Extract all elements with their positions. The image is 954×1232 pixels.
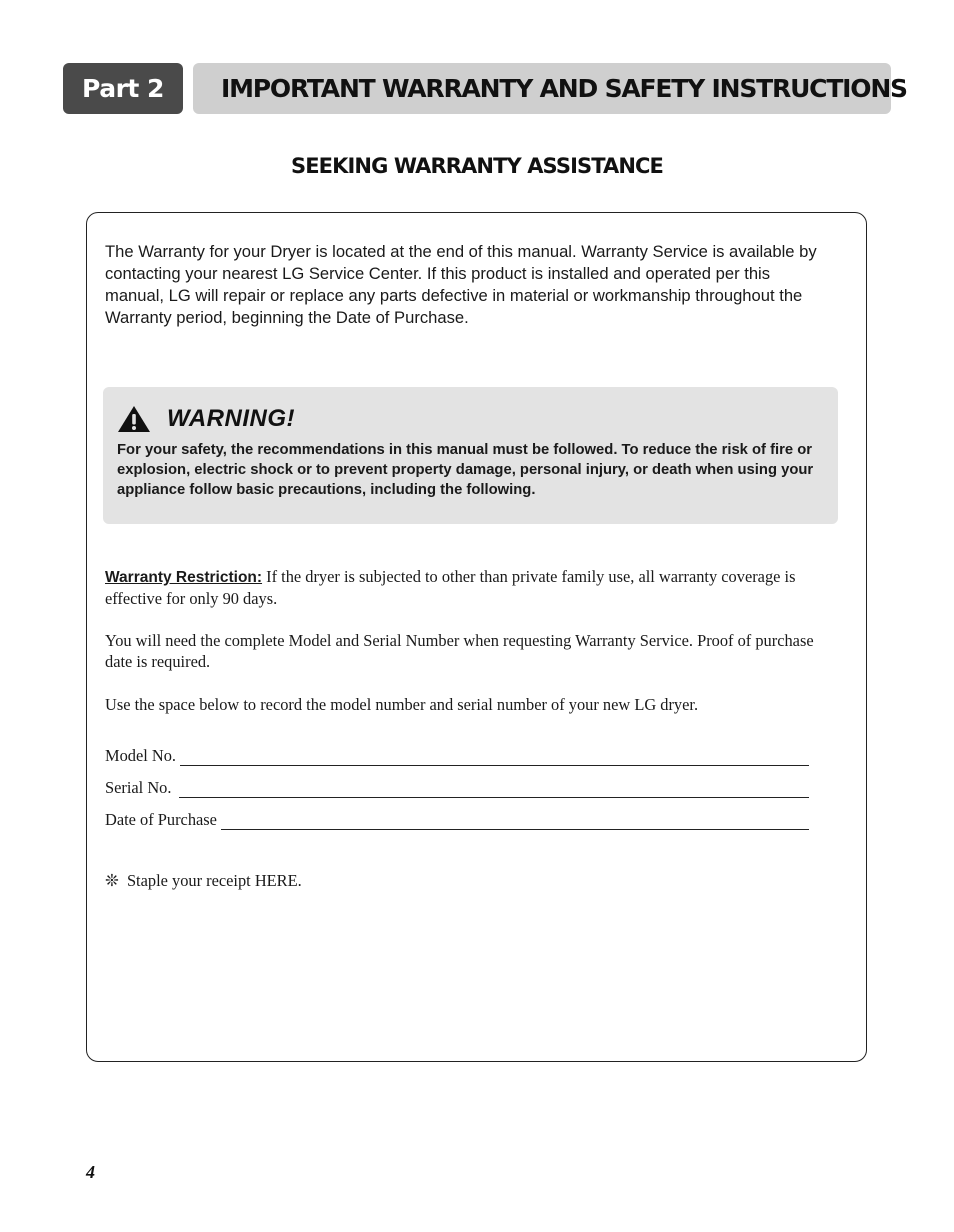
warranty-restriction-paragraph bbox=[105, 566, 830, 609]
receipt-symbol-icon: ❊ bbox=[105, 871, 119, 890]
page-title: IMPORTANT WARRANTY AND SAFETY INSTRUCTIONS bbox=[221, 74, 907, 103]
receipt-note bbox=[105, 870, 830, 891]
model-number-line[interactable] bbox=[180, 749, 809, 766]
warning-triangle-icon bbox=[117, 405, 151, 433]
warranty-restriction-text: If the dryer is subjected to other than private family use, all warranty coverage is effective for only 90 days. bbox=[105, 567, 796, 608]
serial-number-line[interactable] bbox=[179, 781, 809, 798]
date-of-purchase-label: Date of Purchase bbox=[105, 810, 217, 829]
page-number: 4 bbox=[86, 1162, 95, 1182]
section-title: SEEKING WARRANTY ASSISTANCE bbox=[291, 154, 663, 178]
model-number-label: Model No. bbox=[105, 746, 177, 765]
page-title-bar bbox=[193, 63, 907, 114]
part-label: Part 2 bbox=[82, 74, 164, 103]
serial-number-field bbox=[105, 778, 809, 798]
warning-text: For your safety, the recommendations in this manual must be followed. To reduce the risk of fire or explosion, electric shock or to prevent property damage, personal injury, or death when using your appliance follow basic precautions, including the following. bbox=[117, 442, 814, 498]
date-of-purchase-line[interactable] bbox=[221, 813, 809, 830]
date-of-purchase-field bbox=[105, 810, 809, 830]
warning-header bbox=[117, 405, 295, 433]
warranty-restriction-label: Warranty Restriction: bbox=[105, 569, 263, 586]
warranty-intro-text: The Warranty for your Dryer is located at the end of this manual. Warranty Service is available by contacting your nearest LG Service Center. If this product is installed and operated per this manual, LG will repair or replace any parts defective in material or workmanship throughout the Warranty period, beginning the Date of Purchase. bbox=[105, 242, 817, 327]
serial-number-label: Serial No. bbox=[105, 778, 172, 797]
warning-box bbox=[103, 387, 838, 524]
receipt-text: Staple your receipt HERE. bbox=[126, 871, 302, 890]
serial-number-note: You will need the complete Model and Serial Number when requesting Warranty Service. Proof of purchase date is required. bbox=[105, 631, 814, 671]
part-tab bbox=[63, 63, 183, 114]
warning-title: WARNING! bbox=[167, 405, 295, 432]
record-note: Use the space below to record the model number and serial number of your new LG dryer. bbox=[105, 695, 699, 714]
model-number-field bbox=[105, 746, 809, 766]
